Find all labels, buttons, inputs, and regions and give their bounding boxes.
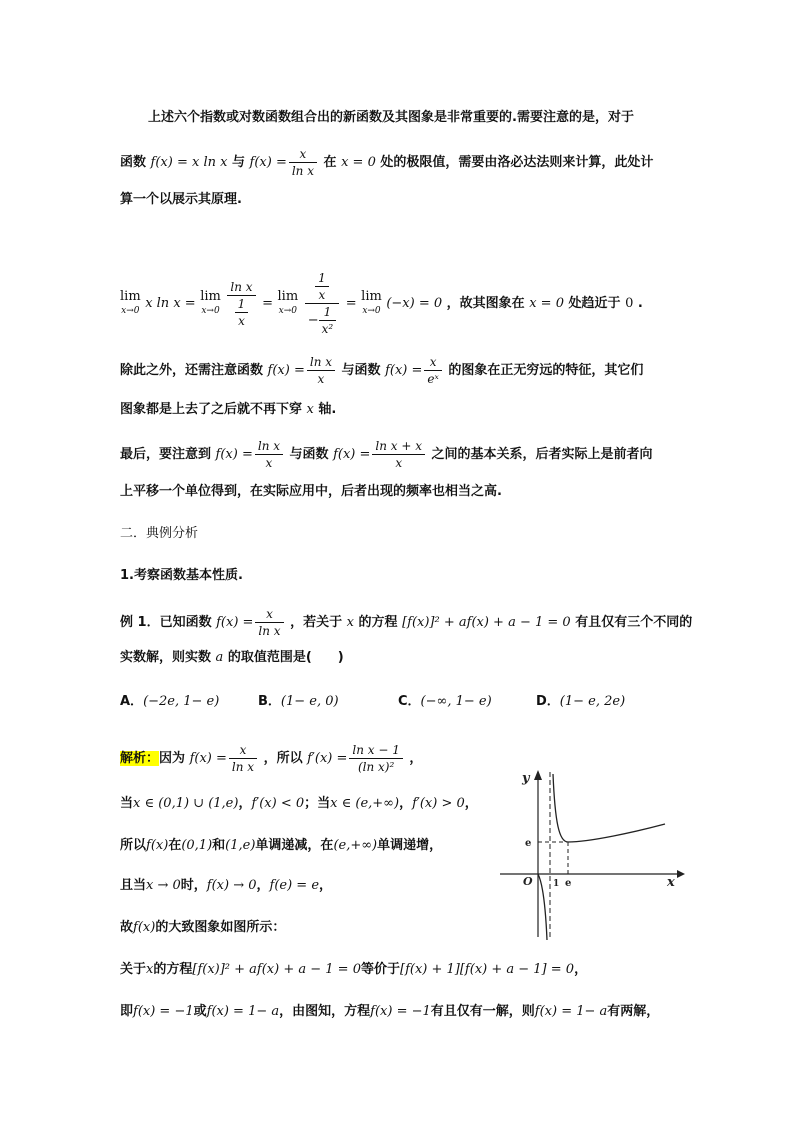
text: ， bbox=[409, 751, 423, 766]
text: . bbox=[637, 296, 643, 311]
formula: a bbox=[215, 650, 224, 665]
text: ，由图知，方程 bbox=[279, 1004, 371, 1019]
text: ，故其图象在 bbox=[446, 296, 525, 311]
text: ；当 bbox=[304, 796, 331, 811]
formula: f(x) = bbox=[249, 155, 287, 170]
numerator: ln x + x bbox=[372, 438, 425, 455]
formula: f′(x) > 0 bbox=[412, 796, 465, 811]
formula: f′(x) = bbox=[307, 751, 348, 766]
function-graph bbox=[495, 762, 700, 942]
text: 的取值范围是( ) bbox=[227, 650, 344, 665]
text: 与 bbox=[231, 155, 245, 170]
example-line1 bbox=[120, 606, 692, 639]
fraction bbox=[305, 270, 339, 337]
tick-e: e bbox=[565, 878, 572, 889]
formula: f(x) = −1 bbox=[133, 1004, 194, 1019]
formula: (−x) = 0 bbox=[386, 296, 443, 311]
tick-1: 1 bbox=[553, 879, 560, 889]
formula: f(x) = bbox=[216, 615, 254, 630]
text: ， bbox=[256, 878, 270, 893]
formula: x ∈ (e,+∞) bbox=[330, 796, 400, 811]
text: 最后，要注意到 bbox=[120, 447, 212, 462]
solution-line3 bbox=[120, 836, 442, 856]
para3-line1 bbox=[120, 438, 653, 471]
option-value: (−∞, 1− e) bbox=[420, 694, 492, 709]
denominator: x bbox=[318, 288, 326, 302]
heading: 二．典例分析 bbox=[120, 526, 199, 541]
formula: x → 0 bbox=[146, 878, 181, 893]
fraction bbox=[307, 354, 335, 387]
text: ， bbox=[574, 962, 588, 977]
denominator: ln x bbox=[258, 624, 281, 638]
inner-fraction bbox=[235, 296, 249, 329]
text: 在 bbox=[323, 155, 337, 170]
text: 因为 bbox=[159, 751, 186, 766]
formula: x ln x = bbox=[145, 296, 196, 311]
formula: [f(x)]² + af(x) + a − 1 = 0 bbox=[192, 962, 361, 977]
text: 且当 bbox=[120, 878, 147, 893]
inner-fraction bbox=[319, 304, 337, 337]
formula: x bbox=[306, 402, 314, 417]
formula: f′(x) < 0 bbox=[251, 796, 305, 811]
option-label: C． bbox=[398, 694, 421, 709]
text: 单调递减，在 bbox=[255, 838, 334, 853]
formula: x = 0 bbox=[529, 296, 564, 311]
lim: lim bbox=[120, 288, 141, 304]
formula: f(x) = bbox=[189, 751, 227, 766]
formula: f(e) = e bbox=[269, 878, 320, 893]
lim-sub: x→0 bbox=[362, 305, 381, 316]
fraction bbox=[372, 438, 425, 471]
lim-sub: x→0 bbox=[121, 305, 140, 316]
text: 即 bbox=[120, 1004, 134, 1019]
text: 关于 bbox=[120, 962, 147, 977]
text: 图象都是上去了之后就不再下穿 bbox=[120, 402, 303, 417]
option-b bbox=[258, 690, 339, 709]
fraction bbox=[349, 742, 402, 775]
denominator: x bbox=[238, 313, 245, 328]
option-value: (1− e, 2e) bbox=[559, 694, 626, 709]
text: 实数解，则实数 bbox=[120, 650, 212, 665]
formula: f(x) = bbox=[385, 363, 423, 378]
formula: f(x) = 1− a bbox=[534, 1004, 608, 1019]
curve-left-branch bbox=[538, 874, 547, 940]
numerator: ln x bbox=[227, 279, 255, 296]
text: 有两解， bbox=[607, 1004, 660, 1019]
formula: x = 0 bbox=[341, 155, 376, 170]
para1-text: 上述六个指数或对数函数组合出的新函数及其图象是非常重要的.需要注意的是，对于 bbox=[148, 110, 634, 125]
limit-op bbox=[200, 290, 221, 318]
para2-line1 bbox=[120, 354, 643, 387]
solution-line5 bbox=[120, 918, 285, 938]
text: 的方程 bbox=[358, 615, 398, 630]
text: ， bbox=[238, 796, 252, 811]
example-line2 bbox=[120, 648, 344, 668]
formula: f(x) = bbox=[267, 363, 305, 378]
numerator bbox=[305, 270, 339, 304]
denominator: (ln x)² bbox=[357, 760, 395, 774]
formula: [f(x)]² + af(x) + a − 1 = 0 bbox=[402, 615, 571, 630]
x-axis-arrow bbox=[677, 870, 685, 878]
option-value: (1− e, 0) bbox=[280, 694, 339, 709]
para1-line3 bbox=[120, 190, 242, 210]
option-value: (−2e, 1− e) bbox=[143, 694, 220, 709]
limit-op bbox=[361, 290, 382, 318]
solution-line6 bbox=[120, 960, 587, 980]
e-level-label: e bbox=[525, 838, 532, 849]
numerator: 1 bbox=[315, 270, 329, 287]
minus: − bbox=[307, 313, 319, 328]
limit-line bbox=[120, 270, 643, 337]
limit-op bbox=[278, 290, 299, 318]
option-label: D． bbox=[536, 694, 560, 709]
section-title bbox=[120, 524, 198, 544]
text: 时， bbox=[180, 878, 207, 893]
text: 与函数 bbox=[289, 447, 329, 462]
numerator: x bbox=[424, 354, 441, 371]
denominator: eˣ bbox=[427, 372, 439, 386]
para1-line2 bbox=[120, 146, 653, 179]
x-label: x bbox=[667, 875, 675, 890]
formula: (0,1) bbox=[181, 838, 213, 853]
text: 算一个以展示其原理. bbox=[120, 192, 242, 207]
formula: 0 bbox=[625, 296, 634, 311]
option-c bbox=[398, 690, 492, 709]
text: 故 bbox=[120, 920, 134, 935]
section-subtitle bbox=[120, 566, 243, 586]
limit-op bbox=[120, 290, 141, 318]
numerator: x bbox=[229, 742, 257, 759]
text: 的大致图象如图所示： bbox=[155, 920, 286, 935]
option-label: B． bbox=[258, 694, 281, 709]
text: 处趋近于 bbox=[568, 296, 621, 311]
numerator: ln x bbox=[255, 438, 283, 455]
text: 所以 bbox=[120, 838, 147, 853]
inner-fraction bbox=[315, 270, 329, 303]
formula: x bbox=[346, 615, 354, 630]
text: 等价于 bbox=[360, 962, 400, 977]
formula: f(x) = −1 bbox=[370, 1004, 431, 1019]
text: 在 bbox=[168, 838, 182, 853]
solution-tag: 解析： bbox=[120, 751, 160, 766]
curve-right-branch bbox=[553, 774, 665, 842]
equals: = bbox=[345, 296, 357, 311]
lim: lim bbox=[361, 288, 382, 304]
numerator: x bbox=[289, 146, 317, 163]
text: 除此之外，还需注意函数 bbox=[120, 363, 264, 378]
denominator: x² bbox=[321, 322, 334, 336]
origin-label: O bbox=[523, 875, 533, 888]
fraction bbox=[424, 354, 441, 387]
text: 当 bbox=[120, 796, 134, 811]
formula: (1,e) bbox=[225, 838, 256, 853]
equals: = bbox=[262, 296, 273, 311]
text: ， bbox=[319, 878, 333, 893]
text: 上平移一个单位得到，在实际应用中，后者出现的频率也相当之高. bbox=[120, 484, 502, 499]
formula: x ∈ (0,1) ∪ (1,e) bbox=[133, 796, 239, 811]
option-d bbox=[536, 690, 625, 709]
formula: [f(x) + 1][f(x) + a − 1] = 0 bbox=[400, 962, 575, 977]
formula: f(x) = x ln x bbox=[150, 155, 228, 170]
formula: f(x) = 1− a bbox=[206, 1004, 280, 1019]
fraction bbox=[229, 742, 257, 775]
y-label: y bbox=[522, 771, 530, 786]
formula: f(x) = bbox=[215, 447, 253, 462]
numerator: ln x − 1 bbox=[349, 742, 402, 759]
text: 轴. bbox=[318, 402, 337, 417]
numerator: 1 bbox=[235, 296, 249, 313]
solution-line1 bbox=[120, 742, 422, 775]
formula: f(x) bbox=[133, 920, 156, 935]
formula: f(x) bbox=[146, 838, 169, 853]
text: ，若关于 bbox=[290, 615, 343, 630]
text: 的图象在正无穷远的特征，其它们 bbox=[448, 363, 644, 378]
option-a bbox=[120, 690, 219, 709]
text: 或 bbox=[193, 1004, 207, 1019]
denominator: x bbox=[265, 456, 273, 470]
lim: lim bbox=[200, 288, 221, 304]
lim: lim bbox=[277, 288, 299, 304]
lim-sub: x→0 bbox=[278, 305, 298, 316]
fraction bbox=[227, 279, 255, 329]
solution-line2 bbox=[120, 794, 478, 814]
y-axis-arrow bbox=[534, 770, 542, 780]
formula: (e,+∞) bbox=[333, 838, 378, 853]
denominator: ln x bbox=[291, 164, 314, 178]
text: 有且仅有一解，则 bbox=[430, 1004, 535, 1019]
denominator bbox=[227, 296, 255, 329]
text: ， bbox=[399, 796, 413, 811]
numerator: 1 bbox=[319, 304, 337, 321]
text: 单调递增， bbox=[377, 838, 443, 853]
denominator: x bbox=[395, 456, 403, 470]
para2-line2 bbox=[120, 400, 336, 420]
fraction bbox=[289, 146, 317, 179]
para3-line2 bbox=[120, 482, 502, 502]
text: 处的极限值，需要由洛必达法则来计算，此处计 bbox=[380, 155, 654, 170]
text: 之间的基本关系，后者实际上是前者向 bbox=[431, 447, 653, 462]
denominator bbox=[305, 304, 339, 337]
lim-sub: x→0 bbox=[201, 305, 220, 316]
formula: f(x) → 0 bbox=[206, 878, 257, 893]
formula: x bbox=[146, 962, 154, 977]
numerator: ln x bbox=[307, 354, 335, 371]
solution-line4 bbox=[120, 876, 332, 896]
text: 有且仅有三个不同的 bbox=[575, 615, 693, 630]
fraction bbox=[255, 438, 283, 471]
solution-line7 bbox=[120, 1002, 659, 1022]
denominator: ln x bbox=[231, 760, 255, 774]
option-label: A． bbox=[120, 694, 144, 709]
text: 与函数 bbox=[341, 363, 381, 378]
numerator: x bbox=[255, 606, 283, 623]
fraction bbox=[255, 606, 283, 639]
para1-line1 bbox=[148, 108, 634, 128]
heading: 1.考察函数基本性质. bbox=[120, 568, 243, 583]
text: 的方程 bbox=[153, 962, 193, 977]
text: 函数 bbox=[120, 155, 147, 170]
denominator: x bbox=[317, 372, 325, 386]
text: 和 bbox=[212, 838, 226, 853]
text: ， bbox=[464, 796, 478, 811]
formula: f(x) = bbox=[333, 447, 371, 462]
text: 例 1．已知函数 bbox=[120, 615, 212, 630]
text: ，所以 bbox=[263, 751, 303, 766]
